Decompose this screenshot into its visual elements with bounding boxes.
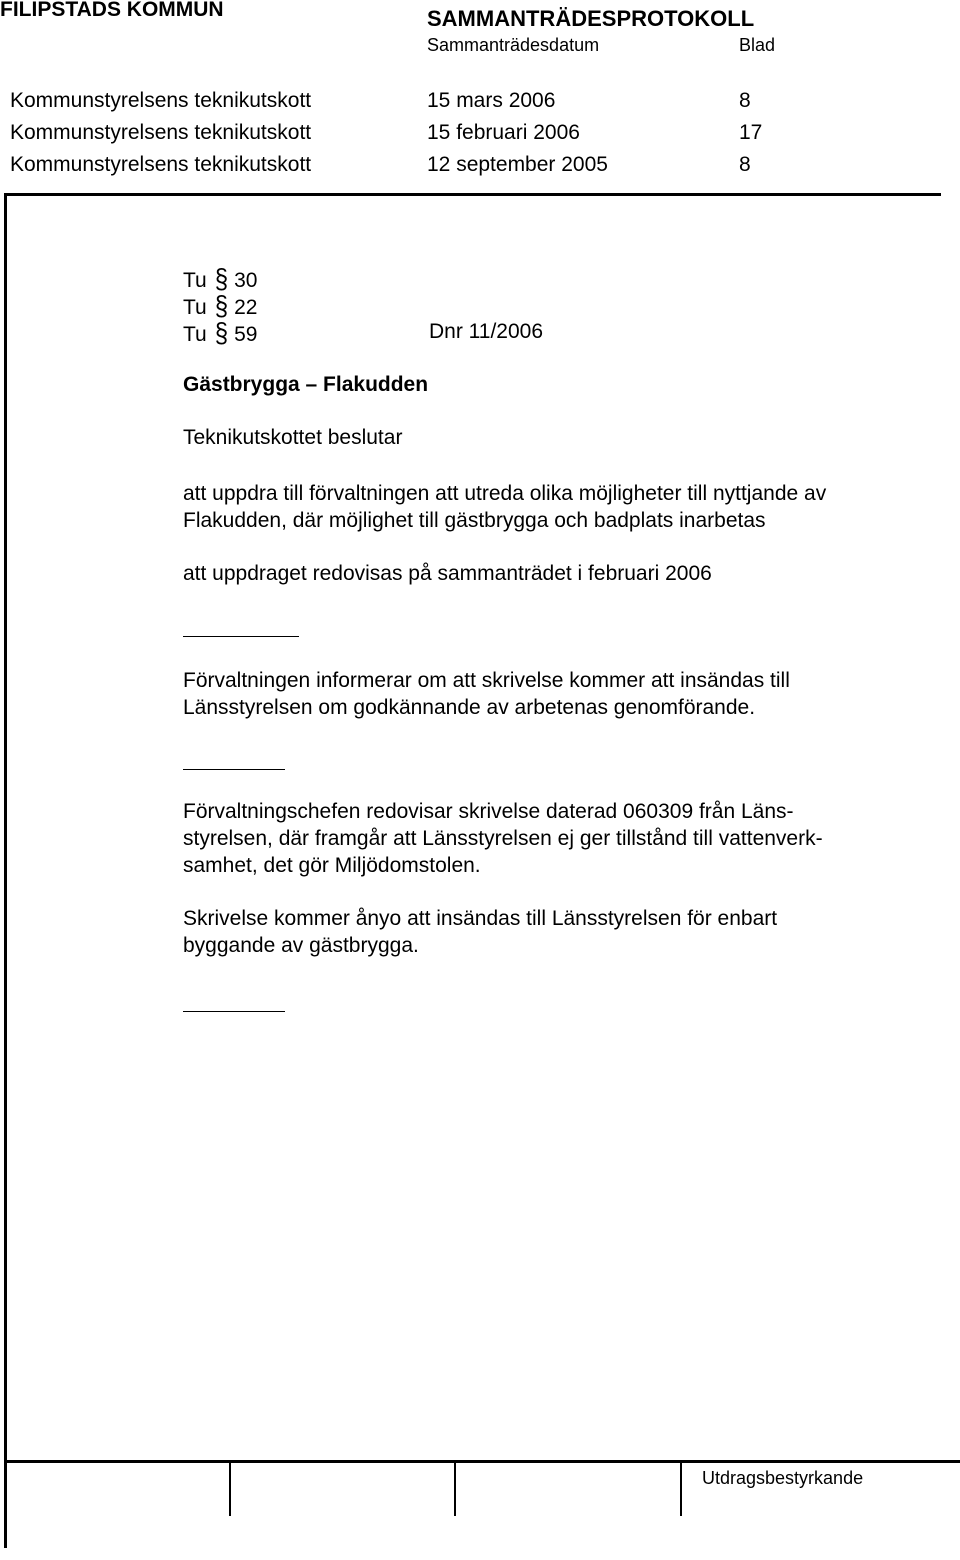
separator-rule: [183, 769, 285, 770]
ref-prefix: Tu: [183, 323, 207, 346]
frame-top-rule: [4, 193, 941, 196]
section-symbol: §: [214, 290, 229, 322]
page-column-label: Blad: [739, 35, 776, 55]
signature-box-divider: [680, 1460, 682, 1516]
text-line: Förvaltningen informerar om att skrivelse kommer att insändas till: [183, 669, 790, 692]
item-title: Gästbrygga – Flakudden: [183, 373, 429, 396]
separator-rule: [183, 636, 299, 637]
organization-name: FILIPSTADS KOMMUN: [0, 0, 224, 21]
meeting-page: 8: [739, 153, 751, 176]
meeting-date: 15 mars 2006: [427, 89, 556, 112]
text-line: att uppdraget redovisas på sammanträdet i februari 2006: [183, 562, 712, 585]
footer-rule: [4, 1460, 960, 1463]
text-line: Förvaltningschefen redovisar skrivelse daterad 060309 från Läns-: [183, 800, 794, 823]
case-number: Dnr 11/2006: [429, 320, 544, 343]
note-paragraph: [183, 798, 823, 879]
ref-number: 22: [234, 296, 258, 319]
decision-item: [183, 560, 712, 587]
paragraph-ref: [183, 290, 258, 322]
note-paragraph: [183, 905, 777, 959]
text-line: byggande av gästbrygga.: [183, 934, 419, 957]
ref-prefix: Tu: [183, 269, 207, 292]
meeting-body: Kommunstyrelsens teknikutskott: [10, 89, 312, 112]
decision-item: [183, 480, 826, 534]
note-paragraph: [183, 667, 790, 721]
meeting-body: Kommunstyrelsens teknikutskott: [10, 153, 312, 176]
paragraph-ref: [183, 263, 258, 295]
meeting-page: 8: [739, 89, 751, 112]
meeting-date: 12 september 2005: [427, 153, 608, 176]
meeting-body: Kommunstyrelsens teknikutskott: [10, 121, 312, 144]
text-line: Skrivelse kommer ånyo att insändas till Länsstyrelsen för enbart: [183, 907, 778, 930]
section-symbol: §: [214, 263, 229, 295]
frame-left-rule: [4, 193, 7, 1548]
signature-box-divider: [454, 1460, 456, 1516]
text-line: Länsstyrelsen om godkännande av arbetenas genomförande.: [183, 696, 756, 719]
text-line: att uppdra till förvaltningen att utreda olika möjligheter till nyttjande av: [183, 482, 827, 505]
ref-number: 30: [234, 269, 258, 292]
date-column-label: Sammanträdesdatum: [427, 35, 600, 55]
ref-prefix: Tu: [183, 296, 207, 319]
decision-intro: Teknikutskottet beslutar: [183, 426, 403, 449]
signature-box-divider: [229, 1460, 231, 1516]
section-symbol: §: [214, 317, 229, 349]
text-line: styrelsen, där framgår att Länsstyrelsen ej ger tillstånd till vattenverk-: [183, 827, 823, 850]
text-line: samhet, det gör Miljödomstolen.: [183, 854, 481, 877]
document-title: SAMMANTRÄDESPROTOKOLL: [427, 6, 755, 31]
ref-number: 59: [234, 323, 258, 346]
separator-rule: [183, 1011, 285, 1012]
paragraph-ref: [183, 317, 258, 349]
meeting-page: 17: [739, 121, 763, 144]
text-line: Flakudden, där möjlighet till gästbrygga och badplats inarbetas: [183, 509, 766, 532]
certification-label: Utdragsbestyrkande: [702, 1468, 864, 1488]
meeting-date: 15 februari 2006: [427, 121, 580, 144]
